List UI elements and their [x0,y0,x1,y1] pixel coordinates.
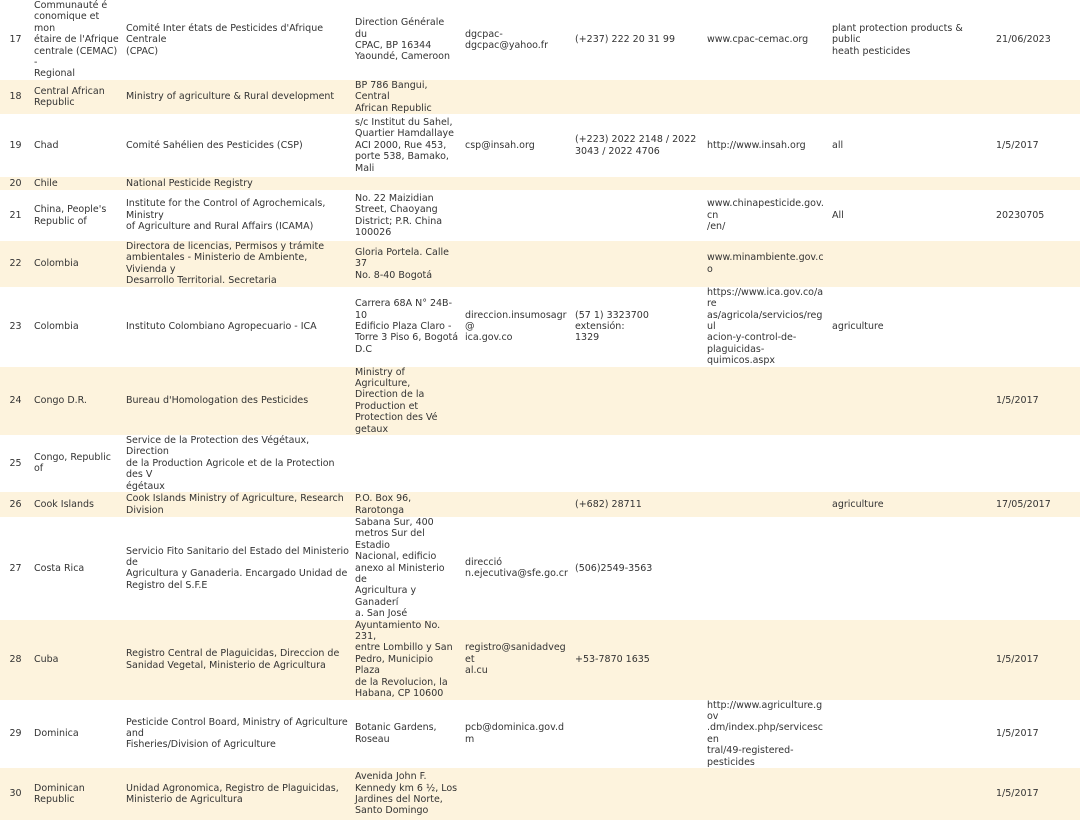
date-cell: 20230705 [996,209,1045,221]
scope-cell: plant protection products & public heath pesticides [832,22,963,57]
row-number: 27 [9,562,22,574]
scope-cell [829,768,993,820]
phone-cell [572,367,704,435]
website-cell [704,435,829,492]
phone-cell: (+223) 2022 2148 / 2022 3043 / 2022 4706 [575,134,697,157]
table-row [0,700,1080,768]
country-cell: Central African Republic [31,80,123,114]
phone-cell: (+237) 222 20 31 99 [575,34,675,46]
address-cell [352,177,462,190]
table-row [0,241,1080,287]
address-cell: Ministry of Agriculture, Direction de la Production et Protection des Vé getaux [352,367,462,435]
scope-cell [829,435,993,492]
email-cell: direcció n.ejecutiva@sfe.go.cr [465,556,568,580]
scope-cell [829,367,993,435]
row-number: 25 [9,457,22,469]
agency-cell: Cook Islands Ministry of Agriculture, Research Division [123,492,352,517]
email-cell [462,80,572,114]
agency-cell: Comité Inter états de Pesticides d'Afrique Centrale (CPAC) [126,22,324,57]
row-number: 23 [9,320,22,332]
country-cell: Congo D.R. [31,367,123,435]
country-cell: Congo, Republic of [34,452,111,475]
agency-cell: Ministry of agriculture & Rural development [123,80,352,114]
row-number: 21 [9,209,22,221]
email-cell [462,190,572,241]
website-cell: www.minambiente.gov.co [704,241,829,287]
address-cell: s/c Institut du Sahel, Quartier Hamdallaye ACI 2000, Rue 453, porte 538, Bamako, Mali [355,117,454,174]
table-row [0,492,1080,517]
agency-cell: Directora de licencias, Permisos y trámite ambientales - Ministerio de Ambiente, Vivienda y Desarrollo Territorial. Secretaria [123,241,352,287]
agency-cell: Institute for the Control of Agrochemicals, Ministry of Agriculture and Rural Affairs (ICAMA) [126,198,326,233]
website-cell: http://www.insah.org [707,139,806,151]
country-cell: China, People's Republic of [34,204,107,227]
website-cell [704,517,829,620]
address-cell: Gloria Portela. Calle 37 No. 8-40 Bogotá [352,241,462,287]
website-cell [704,492,829,517]
website-cell [704,367,829,435]
agency-cell: Pesticide Control Board, Ministry of Agriculture and Fisheries/Division of Agriculture [126,716,348,751]
phone-cell [572,768,704,820]
date-cell [993,241,1080,287]
email-cell: csp@insah.org [465,139,535,151]
date-cell: 1/5/2017 [993,768,1080,820]
country-cell: Cuba [31,620,123,700]
table-row [0,620,1080,700]
phone-cell: (506)2549-3563 [575,562,653,574]
address-cell: Botanic Gardens, Roseau [355,722,437,745]
email-cell: registro@sanidadveget al.cu [462,620,572,700]
agency-cell: Instituto Colombiano Agropecuario - ICA [126,320,317,332]
website-cell: http://www.agriculture.gov .dm/index.php/servicescen tral/49-registered- pesticides [707,699,823,768]
table-row [0,435,1080,492]
scope-cell [829,700,993,768]
website-cell: www.cpac-cemac.org [707,34,809,46]
country-cell: Colombia [31,241,123,287]
phone-cell: (57 1) 3323700 extensión: 1329 [575,309,649,344]
phone-cell [572,177,704,190]
phone-cell [572,190,704,241]
agency-cell: Bureau d'Homologation des Pesticides [123,367,352,435]
date-cell: 1/5/2017 [996,139,1039,151]
email-cell [462,177,572,190]
scope-cell: agriculture [832,320,884,332]
row-number: 17 [9,34,22,46]
agency-cell: Comité Sahélien des Pesticides (CSP) [126,139,303,151]
scope-cell: All [832,209,844,221]
agency-cell: Service de la Protection des Végétaux, Direction de la Production Agricole et de la Protection des V égétaux [126,434,335,492]
email-cell: pcb@dominica.gov.dm [465,722,565,745]
row-number: 26 [0,492,31,517]
table-row [0,768,1080,820]
row-number: 22 [0,241,31,287]
email-cell: dgcpac- dgcpac@yahoo.fr [465,28,549,51]
date-cell [993,80,1080,114]
country-cell: Dominica [34,728,79,740]
phone-cell [572,700,704,768]
website-cell: www.chinapesticide.gov.cn /en/ [707,198,824,233]
website-cell [704,768,829,820]
scope-cell [829,517,993,620]
scope-cell [829,80,993,114]
address-cell: P.O. Box 96, Rarotonga [352,492,462,517]
website-cell [704,620,829,700]
table-row [0,80,1080,114]
email-cell: direccion.insumosagr@ ica.gov.co [465,309,567,344]
date-cell: 1/5/2017 [993,367,1080,435]
date-cell: 21/06/2023 [996,34,1051,46]
website-cell [704,177,829,190]
address-cell: Carrera 68A N° 24B-10 Edificio Plaza Claro - Torre 3 Piso 6, Bogotá D.C [355,298,459,355]
email-cell [462,241,572,287]
address-cell: Direction Générale du CPAC, BP 16344 Yaoundé, Cameroon [355,17,450,63]
website-cell: https://www.ica.gov.co/are as/agricola/servicios/regul acion-y-control-de- plaguicidas-quimicos.aspx [707,286,824,367]
country-cell: Cook Islands [31,492,123,517]
phone-cell [572,241,704,287]
date-cell: 1/5/2017 [996,728,1039,740]
row-number: 30 [0,768,31,820]
phone-cell [572,80,704,114]
date-cell [993,517,1080,620]
row-number: 29 [9,728,22,740]
row-number: 19 [9,139,22,151]
table-row [0,114,1080,177]
country-cell: Chad [34,139,59,151]
scope-cell: agriculture [829,492,993,517]
address-cell: BP 786 Bangui, Central African Republic [352,80,462,114]
agency-cell: Unidad Agronomica, Registro de Plaguicidas, Ministerio de Agricultura [123,768,352,820]
country-cell: Colombia [34,320,79,332]
table-row [0,190,1080,241]
email-cell [462,435,572,492]
table-row [0,177,1080,190]
date-cell: 1/5/2017 [993,620,1080,700]
row-number: 24 [0,367,31,435]
table-row [0,517,1080,620]
country-cell: Chile [31,177,123,190]
email-cell [462,367,572,435]
agency-cell: Registro Central de Plaguicidas, Direccion de Sanidad Vegetal, Ministerio de Agricultura [123,620,352,700]
country-cell: Costa Rica [34,562,85,574]
row-number: 20 [0,177,31,190]
agency-cell: National Pesticide Registry [123,177,352,190]
address-cell: No. 22 Maizidian Street, Chaoyang District; P.R. China 100026 [355,192,443,238]
date-cell [993,435,1080,492]
phone-cell: (+682) 28711 [572,492,704,517]
row-number: 18 [0,80,31,114]
address-cell: Avenida John F. Kennedy km 6 ½, Los Jardines del Norte, Santo Domingo [352,768,462,820]
phone-cell [572,435,704,492]
scope-cell: all [832,139,844,151]
date-cell [993,287,1080,367]
email-cell [462,492,572,517]
website-cell [704,80,829,114]
country-cell: Dominican Republic [31,768,123,820]
email-cell [462,768,572,820]
agency-cell: Servicio Fito Sanitario del Estado del Ministerio de Agricultura y Ganaderia. Encargado Unidad de Registro del S.F.E [126,545,349,591]
country-cell: Communauté é conomique et mon étaire de l'Afrique centrale (CEMAC) - Regional [34,0,119,80]
address-cell: Sabana Sur, 400 metros Sur del Estadio Nacional, edificio anexo al Ministerio de Agricultura y Ganaderí a. San José [355,517,445,620]
table-row [0,287,1080,367]
row-number: 28 [0,620,31,700]
phone-cell: +53-7870 1635 [572,620,704,700]
table-row [0,367,1080,435]
date-cell: 17/05/2017 [993,492,1080,517]
date-cell [993,177,1080,190]
address-cell: Ayuntamiento No. 231, entre Lombillo y San Pedro, Municipio Plaza de la Revolucion, la Habana, CP 10600 [352,620,462,700]
scope-cell [829,177,993,190]
table-row [0,0,1080,80]
address-cell [352,435,462,492]
scope-cell [829,241,993,287]
scope-cell [829,620,993,700]
